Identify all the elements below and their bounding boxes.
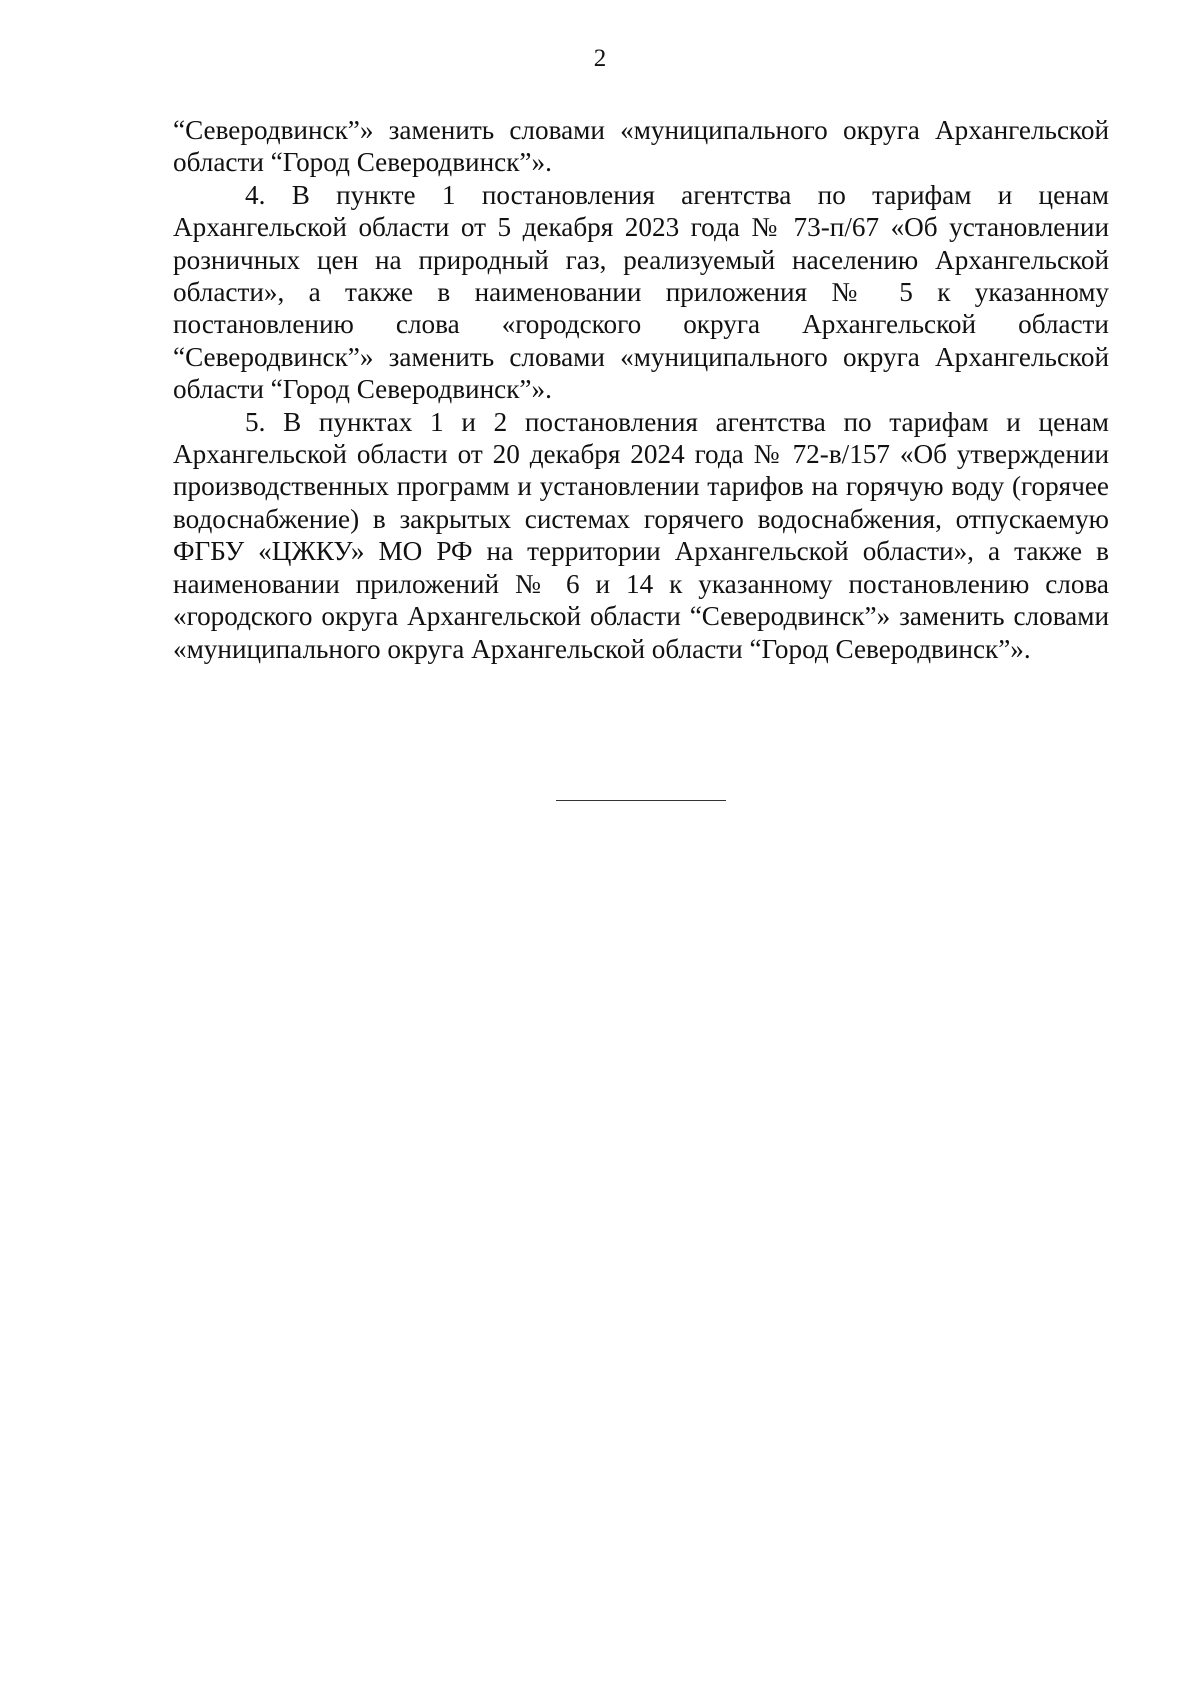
end-of-text-divider [556, 800, 726, 801]
paragraph-item-5: 5. В пунктах 1 и 2 постановления агентства по тарифам и ценам Архангельской области от 20 декабря 2024 года № 72-в/157 «Об утверждении производственных программ и установлении тарифов на горячую воду (горячее водоснабжение) в закрытых системах горячего водоснабжения, отпускаемую ФГБУ «ЦЖКУ» МО РФ на территории Архангельской области», а также в наименовании приложений № 6 и 14 к указанному постановлению слова «городского округа Архангельской области “Северодвинск”» заменить словами «муниципального округа Архангельской области “Город Северодвинск”». [173, 406, 1109, 664]
paragraph-continuation: “Северодвинск”» заменить словами «муниципального округа Архангельской области “Город Северодвинск”». [173, 115, 1109, 178]
paragraph-item-4: 4. В пункте 1 постановления агентства по тарифам и ценам Архангельской области от 5 декабря 2023 года № 73-п/67 «Об установлении розничных цен на природный газ, реализуемый населению Архангельской области», а также в наименовании приложения № 5 к указанному постановлению слова «городского округа Архангельской области “Северодвинск”» заменить словами «муниципального округа Архангельской области “Город Северодвинск”». [173, 179, 1109, 405]
page-number: 2 [593, 45, 607, 72]
document-body [173, 114, 1109, 665]
